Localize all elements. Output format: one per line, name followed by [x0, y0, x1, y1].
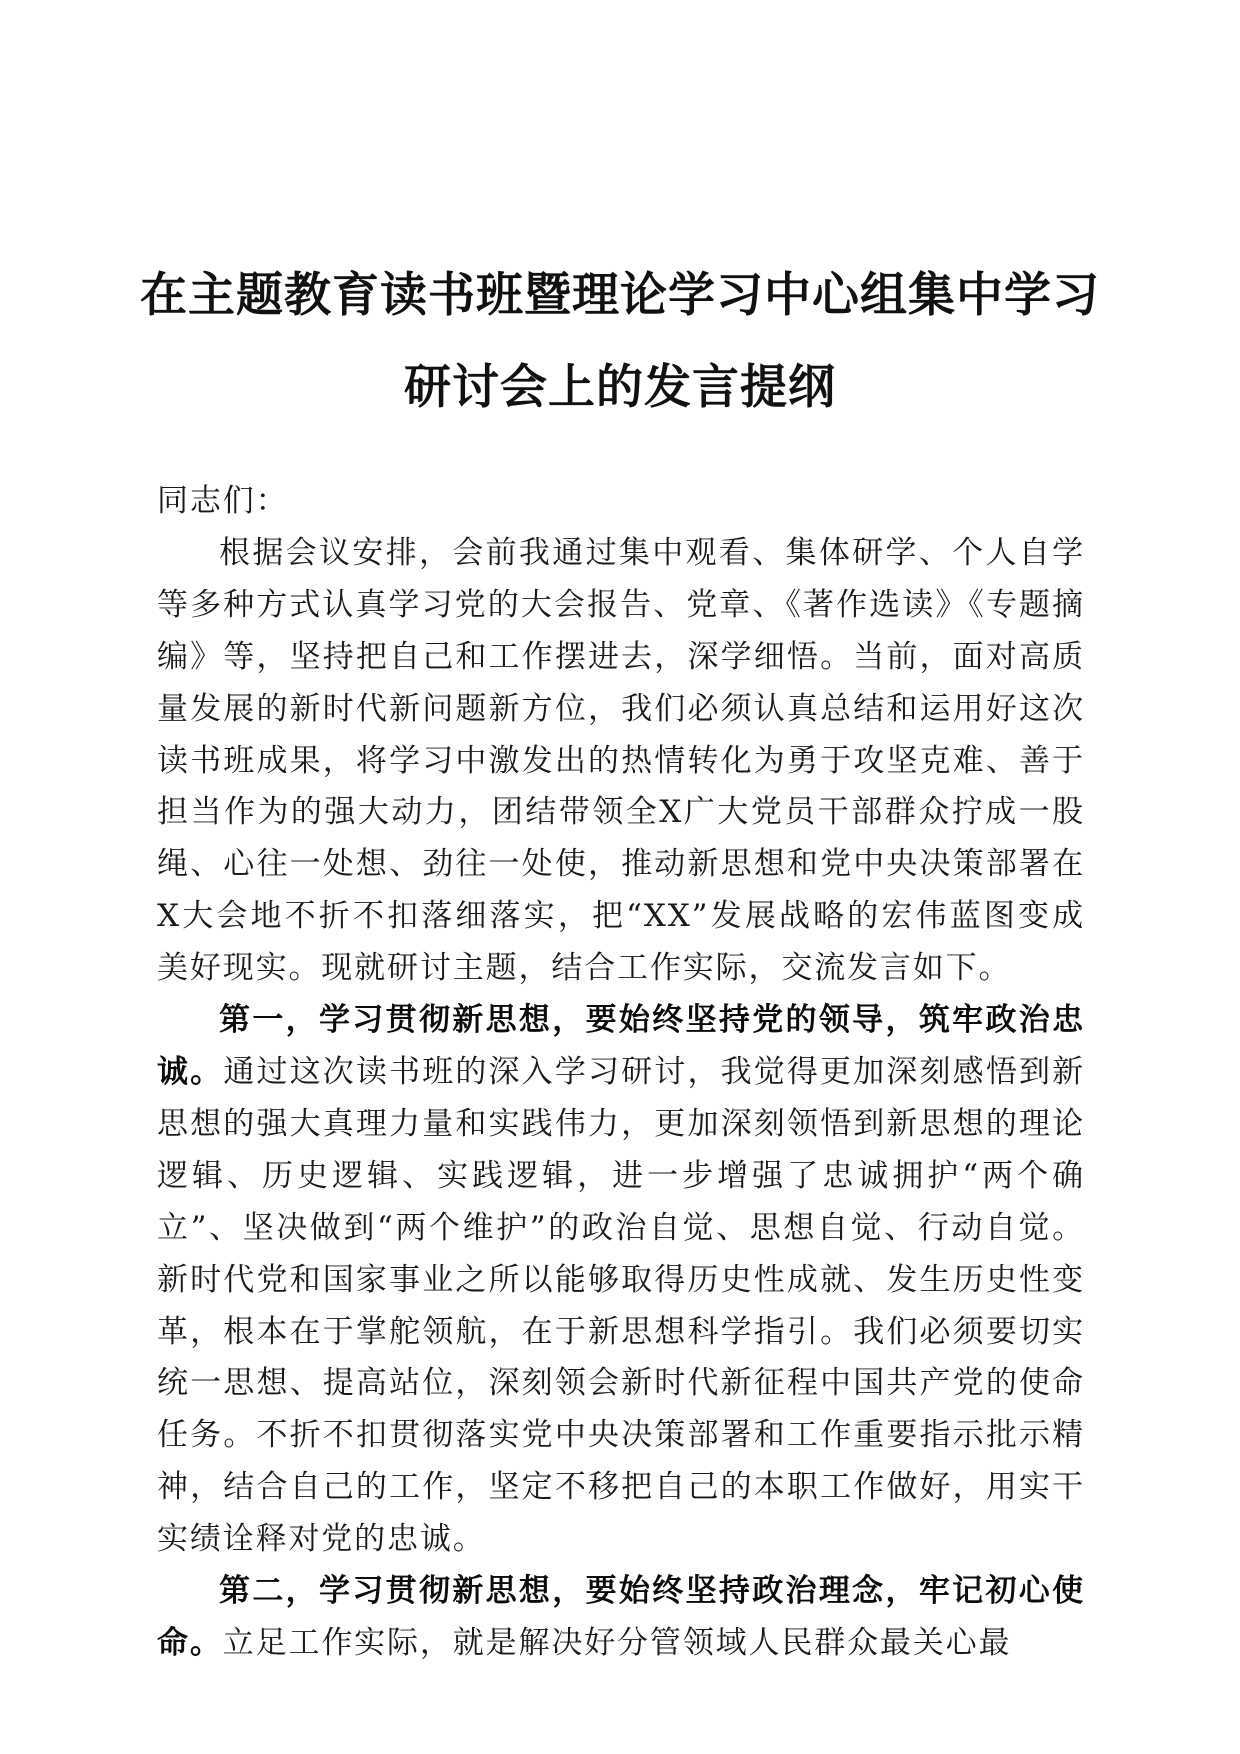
paragraph-point-1-heading: 第一，学习贯彻新思想，要始终坚持党的领导，筑牢政治忠诚。 — [157, 1002, 1085, 1090]
paragraph-point-1-text: 通过这次读书班的深入学习研讨，我觉得更加深刻感悟到新思想的强大真理力量和实践伟力，更加深刻领悟到新思想的理论逻辑、历史逻辑、实践逻辑，进一步增强了忠诚拥护“两个确立”、坚决做到“两个维护”的政治自觉、思想自觉、行动自觉。新时代党和国家事业之所以能够取得历史性成就、发生历史性变革，根本在于掌舵领航，在于新思想科学指引。我们必须要切实统一思想、提高站位，深刻领会新时代新征程中国共产党的使命任务。不折不扣贯彻落实党中央决策部署和工作重要指示批示精神，结合自己的工作，坚定不移把自己的本职工作做好，用实干实绩诠释对党的忠诚。 — [157, 1053, 1085, 1558]
document-body — [157, 476, 1085, 1670]
paragraph-point-2-heading: 第二，学习贯彻新思想，要始终坚持政治理念，牢记初心使命。 — [157, 1573, 1085, 1661]
paragraph-point-2-text: 立足工作实际，就是解决好分管领域人民群众最关心最 — [222, 1624, 1012, 1661]
document-title-line-1: 在主题教育读书班暨理论学习中心组集中学习 — [140, 268, 1100, 323]
salutation: 同志们： — [157, 483, 289, 519]
paragraph-point-2 — [157, 1566, 1085, 1670]
document-title-line-2: 研讨会上的发言提纲 — [404, 360, 836, 415]
paragraph-intro-text: 根据会议安排，会前我通过集中观看、集体研学、个人自学等多种方式认真学习党的大会报告、党章、《著作选读》《专题摘编》等，坚持把自己和工作摆进去，深学细悟。当前，面对高质量发展的新时代新问题新方位，我们必须认真总结和运用好这次读书班成果，将学习中激发出的热情转化为勇于攻坚克难、善于担当作为的强大动力，团结带领全X广大党员干部群众拧成一股绳、心往一处想、劲往一处使，推动新思想和党中央决策部署在X大会地不折不扣落细落实，把“XX”发展战略的宏伟蓝图变成美好现实。现就研讨主题，结合工作实际，交流发言如下。 — [157, 534, 1085, 987]
paragraph-point-1 — [157, 995, 1085, 1566]
paragraph-intro — [157, 528, 1085, 995]
